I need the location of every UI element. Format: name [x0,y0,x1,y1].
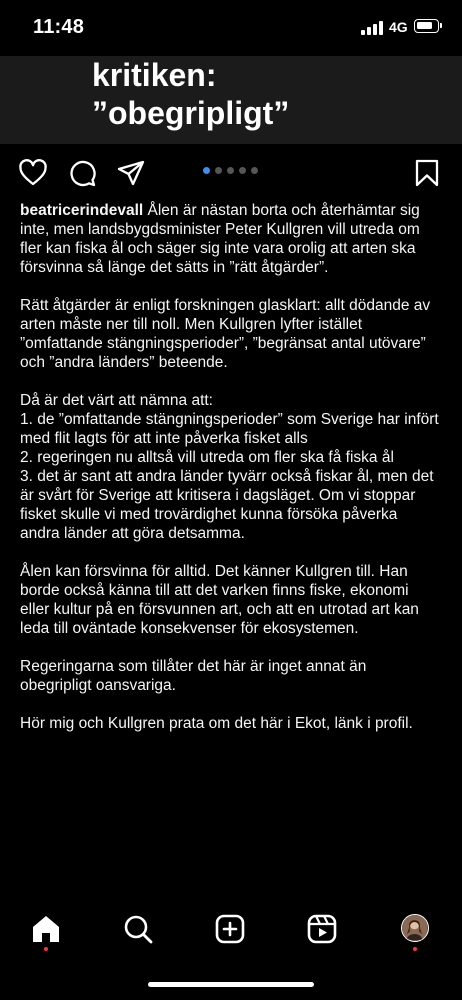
carousel-dot [239,167,246,174]
caption-paragraph [20,201,440,277]
signal-icon [361,21,383,35]
caption-paragraph: Hör mig och Kullgren prata om det här i Ekot, länk i profil. [20,715,413,732]
caption-paragraph: Regeringarna som tillåter det här är inget annat än obegripligt oansvariga. [20,658,367,694]
caption-username[interactable]: beatricerindevall [20,202,144,219]
caption-paragraph: Ålen kan försvinna för alltid. Det känner Kullgren till. Han borde också känna till att det varken finns fiske, ekonomi eller kultur på en försvunnen art, och att en utrotad art kan leda till oväntade konsekvenser för ekosystemen. [20,563,419,637]
post-image-headline [92,56,289,132]
caption-text: Ålen är nästan borta och återhämtar sig inte, men landsbygdsminister Peter Kullgren vill utreda om fler kan fiska ål och säger sig inte vara orolig att arten ska försvinna så länge det sätts in ”rätt åtgärder”. [20,202,420,276]
carousel-dot [227,167,234,174]
post-image[interactable] [0,56,462,144]
post-actions [0,152,462,196]
carousel-dot [251,167,258,174]
caption-fade [0,880,462,906]
network-type: 4G [389,19,408,35]
bookmark-icon[interactable] [412,158,442,188]
create-icon[interactable] [213,912,247,946]
status-bar [0,0,462,56]
heart-icon[interactable] [18,158,48,188]
post-image-line-2: ”obegripligt” [92,95,290,131]
profile-avatar[interactable] [401,914,429,942]
post-caption [20,201,440,899]
carousel-dot [203,167,210,174]
bottom-nav [0,904,462,1000]
profile-notification-dot [413,947,417,951]
caption-list-item: 1. de ”omfattande stängningsperioder” som Sverige har infört med flit lagts för att inte påverka fisket alls [20,411,439,447]
battery-icon [414,19,439,33]
caption-list-item: 2. regeringen nu alltså vill utreda om fler ska få fiska ål [20,449,394,466]
home-notification-dot [44,947,48,951]
share-icon[interactable] [116,158,146,188]
caption-paragraph: Då är det värt att nämna att: [20,392,213,409]
status-time: 11:48 [33,16,85,38]
carousel-dot [215,167,222,174]
search-icon[interactable] [121,912,155,946]
comment-icon[interactable] [67,158,97,188]
home-indicator [148,982,314,987]
reels-icon[interactable] [305,912,339,946]
caption-paragraph: Rätt åtgärder är enligt forskningen glasklart: allt dödande av arten måste ner till noll. Men Kullgren lyfter istället ”omfattande stängningsperioder”, ”begränsat antal utövare” och ”andra länders” beteende. [20,297,431,371]
caption-list-item: 3. det är sant att andra länder tyvärr också fiskar ål, men det är svårt för Sverige att kritisera i dagsläget. Om vi stoppar fisket skulle vi med trovärdighet kunna försöka påverka andra länder att göra detsamma. [20,468,434,542]
post-image-line-1: kritiken: [92,57,217,93]
home-icon[interactable] [29,912,63,946]
